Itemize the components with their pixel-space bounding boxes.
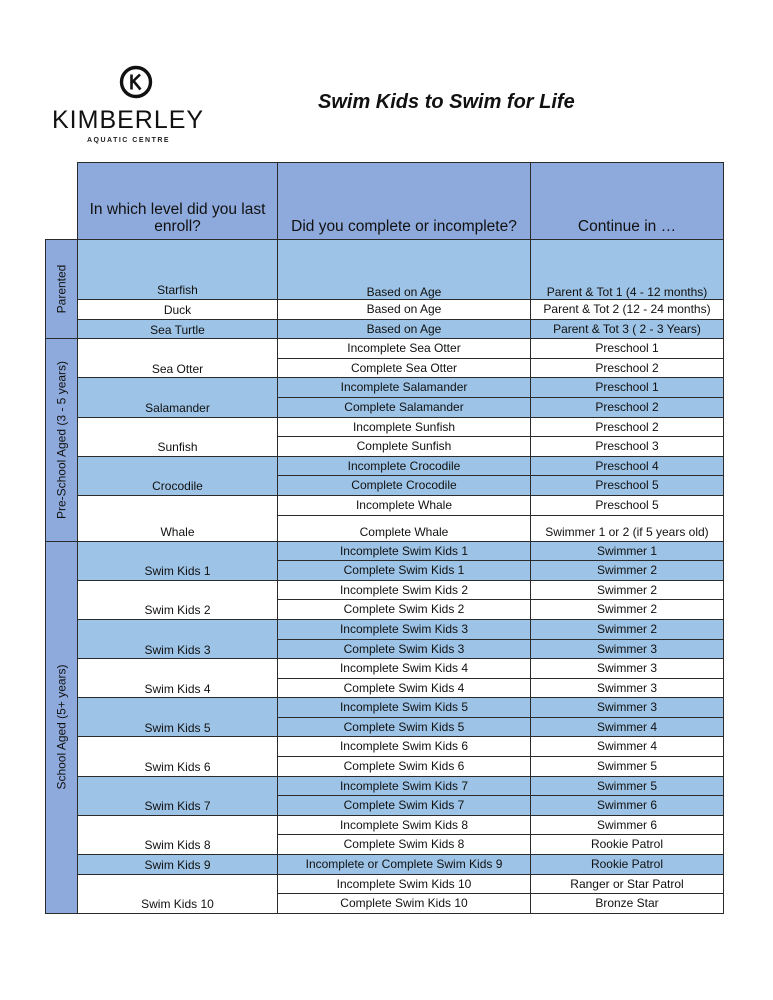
table-row <box>46 698 724 718</box>
continue-in-cell: Swimmer 2 <box>531 619 724 639</box>
status-cell: Based on Age <box>278 300 531 320</box>
status-cell: Complete Sunfish <box>278 437 531 457</box>
status-cell: Complete Swim Kids 1 <box>278 561 531 581</box>
continue-in-cell: Swimmer 4 <box>531 717 724 737</box>
status-cell: Incomplete Swim Kids 2 <box>278 580 531 600</box>
status-cell: Complete Swim Kids 5 <box>278 717 531 737</box>
continue-in-cell: Swimmer 6 <box>531 815 724 835</box>
kimberley-logo <box>52 62 222 152</box>
continue-in-cell: Rookie Patrol <box>531 835 724 855</box>
table-row <box>46 580 724 600</box>
continue-in-cell: Preschool 4 <box>531 456 724 476</box>
status-cell: Incomplete Sea Otter <box>278 339 531 359</box>
table-row <box>46 815 724 835</box>
status-cell: Incomplete Swim Kids 1 <box>278 541 531 561</box>
status-cell: Incomplete Crocodile <box>278 456 531 476</box>
section-label-cell <box>46 339 78 541</box>
continue-in-cell: Swimmer 3 <box>531 639 724 659</box>
level-name-cell: Swim Kids 8 <box>78 815 278 854</box>
page-title: Swim Kids to Swim for Life <box>318 91 575 113</box>
status-cell: Incomplete or Complete Swim Kids 9 <box>278 855 531 875</box>
status-cell: Incomplete Sunfish <box>278 417 531 437</box>
table-row <box>46 378 724 398</box>
brand-subtitle: AQUATIC CENTRE <box>87 137 171 144</box>
level-name-cell: Sunfish <box>78 417 278 456</box>
table-row <box>46 659 724 679</box>
status-cell: Based on Age <box>278 240 531 300</box>
continue-in-cell: Swimmer 2 <box>531 600 724 620</box>
continue-in-cell: Swimmer 2 <box>531 580 724 600</box>
level-name-cell: Whale <box>78 495 278 541</box>
level-name-cell: Swim Kids 4 <box>78 659 278 698</box>
status-cell: Complete Swim Kids 2 <box>278 600 531 620</box>
table-row <box>46 855 724 875</box>
header-row <box>46 163 724 240</box>
table-row <box>46 456 724 476</box>
status-cell: Incomplete Swim Kids 5 <box>278 698 531 718</box>
status-cell: Incomplete Swim Kids 7 <box>278 776 531 796</box>
level-name-cell: Sea Turtle <box>78 319 278 339</box>
table-row <box>46 737 724 757</box>
column-header-last-level: In which level did you last enroll? <box>78 163 278 240</box>
continue-in-cell: Parent & Tot 1 (4 - 12 months) <box>531 240 724 300</box>
status-cell: Complete Whale <box>278 515 531 541</box>
status-cell: Incomplete Swim Kids 3 <box>278 619 531 639</box>
continue-in-cell: Swimmer 3 <box>531 698 724 718</box>
level-name-cell: Sea Otter <box>78 339 278 378</box>
status-cell: Complete Swim Kids 8 <box>278 835 531 855</box>
status-cell: Complete Salamander <box>278 397 531 417</box>
status-cell: Complete Swim Kids 4 <box>278 678 531 698</box>
continue-in-cell: Ranger or Star Patrol <box>531 874 724 894</box>
status-cell: Incomplete Swim Kids 8 <box>278 815 531 835</box>
section-label-cell <box>46 240 78 339</box>
section-label-cell <box>46 541 78 913</box>
level-name-cell: Swim Kids 2 <box>78 580 278 619</box>
table-row <box>46 541 724 561</box>
level-name-cell: Swim Kids 9 <box>78 855 278 875</box>
continue-in-cell: Swimmer 1 <box>531 541 724 561</box>
svg-text:K: K <box>136 86 137 87</box>
status-cell: Complete Sea Otter <box>278 358 531 378</box>
corner-cell <box>46 163 78 240</box>
level-transfer-table <box>45 162 724 914</box>
level-name-cell: Salamander <box>78 378 278 417</box>
continue-in-cell: Preschool 3 <box>531 437 724 457</box>
level-name-cell: Swim Kids 3 <box>78 619 278 658</box>
status-cell: Incomplete Swim Kids 10 <box>278 874 531 894</box>
continue-in-cell: Preschool 1 <box>531 339 724 359</box>
continue-in-cell: Parent & Tot 3 ( 2 - 3 Years) <box>531 319 724 339</box>
level-name-cell: Swim Kids 10 <box>78 874 278 913</box>
status-cell: Incomplete Swim Kids 4 <box>278 659 531 679</box>
status-cell: Complete Swim Kids 10 <box>278 894 531 914</box>
status-cell: Complete Swim Kids 3 <box>278 639 531 659</box>
section-label: Pre-School Aged (3 - 5 years) <box>54 360 69 519</box>
status-cell: Incomplete Swim Kids 6 <box>278 737 531 757</box>
k-monogram-icon <box>119 65 153 99</box>
level-name-cell: Swim Kids 6 <box>78 737 278 776</box>
continue-in-cell: Preschool 5 <box>531 476 724 496</box>
continue-in-cell: Preschool 1 <box>531 378 724 398</box>
level-name-cell: Swim Kids 7 <box>78 776 278 815</box>
continue-in-cell: Swimmer 2 <box>531 561 724 581</box>
continue-in-cell: Parent & Tot 2 (12 - 24 months) <box>531 300 724 320</box>
table-row <box>46 495 724 515</box>
continue-in-cell: Bronze Star <box>531 894 724 914</box>
continue-in-cell: Swimmer 4 <box>531 737 724 757</box>
table-row <box>46 240 724 300</box>
status-cell: Complete Crocodile <box>278 476 531 496</box>
level-name-cell: Swim Kids 5 <box>78 698 278 737</box>
table-row <box>46 776 724 796</box>
column-header-continue-in: Continue in … <box>531 163 724 240</box>
table-row <box>46 319 724 339</box>
continue-in-cell: Swimmer 1 or 2 (if 5 years old) <box>531 515 724 541</box>
continue-in-cell: Swimmer 5 <box>531 757 724 777</box>
table-row <box>46 619 724 639</box>
continue-in-cell: Swimmer 3 <box>531 678 724 698</box>
continue-in-cell: Rookie Patrol <box>531 855 724 875</box>
status-cell: Based on Age <box>278 319 531 339</box>
level-name-cell: Crocodile <box>78 456 278 495</box>
level-name-cell: Starfish <box>78 240 278 300</box>
table-row <box>46 300 724 320</box>
level-name-cell: Duck <box>78 300 278 320</box>
status-cell: Complete Swim Kids 7 <box>278 796 531 816</box>
brand-name: KIMBERLEY <box>52 106 205 134</box>
section-label: Parented <box>54 264 69 314</box>
column-header-status: Did you complete or incomplete? <box>278 163 531 240</box>
continue-in-cell: Preschool 5 <box>531 495 724 515</box>
continue-in-cell: Preschool 2 <box>531 417 724 437</box>
table-row <box>46 874 724 894</box>
continue-in-cell: Preschool 2 <box>531 397 724 417</box>
continue-in-cell: Preschool 2 <box>531 358 724 378</box>
continue-in-cell: Swimmer 5 <box>531 776 724 796</box>
continue-in-cell: Swimmer 3 <box>531 659 724 679</box>
status-cell: Incomplete Salamander <box>278 378 531 398</box>
continue-in-cell: Swimmer 6 <box>531 796 724 816</box>
table-row <box>46 339 724 359</box>
section-label: School Aged (5+ years) <box>54 664 69 790</box>
status-cell: Complete Swim Kids 6 <box>278 757 531 777</box>
level-name-cell: Swim Kids 1 <box>78 541 278 580</box>
table-row <box>46 417 724 437</box>
status-cell: Incomplete Whale <box>278 495 531 515</box>
